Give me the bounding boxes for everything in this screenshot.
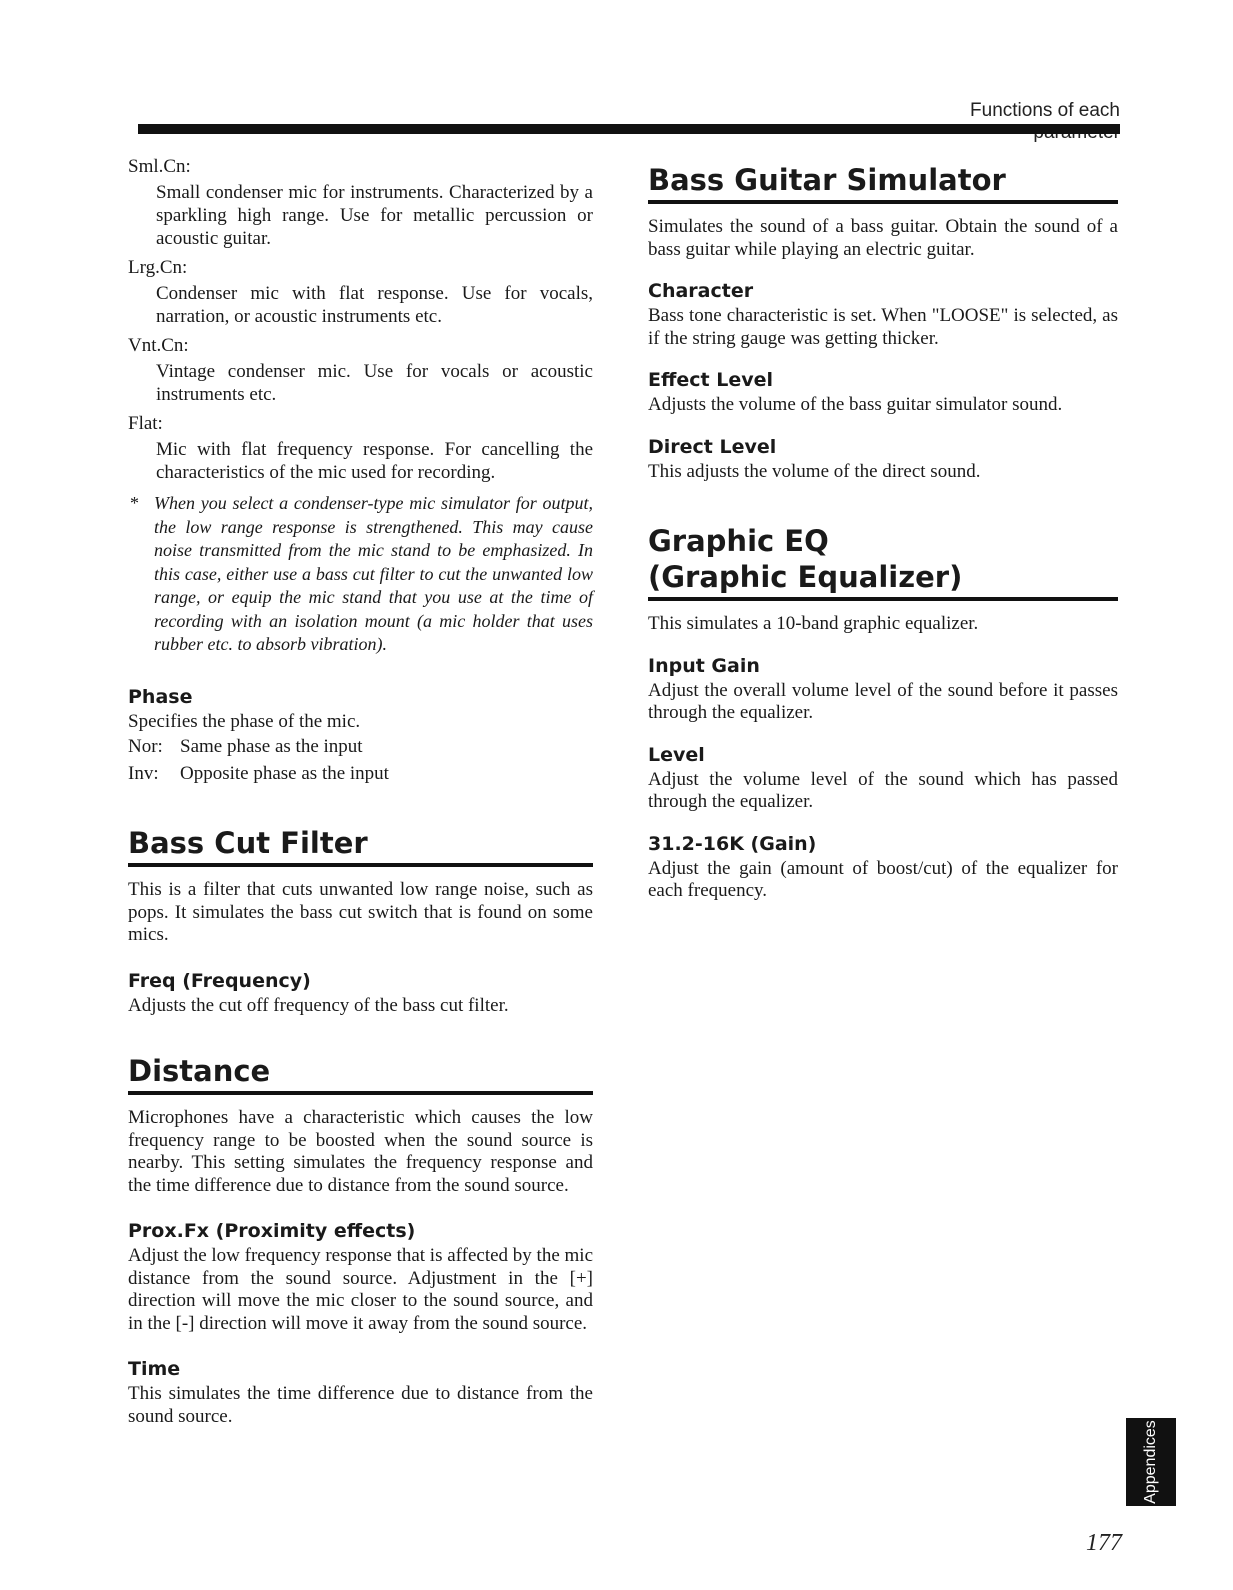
condenser-note: [128, 492, 593, 657]
option-value: Opposite phase as the input: [180, 763, 389, 784]
graphic-eq-heading: [648, 523, 1118, 595]
note-asterisk: *: [130, 493, 139, 513]
param-title: Input Gain: [648, 654, 760, 677]
right-column: [648, 162, 1118, 903]
param-desc: This adjusts the volume of the direct sound.: [648, 460, 981, 482]
bass-cut-desc: This is a filter that cuts unwanted low range noise, such as pops. It simulates the bass cut switch that is found on some mics.: [128, 879, 593, 945]
header-rule: [138, 124, 1120, 134]
phase-title: Phase: [128, 685, 193, 708]
bass-guitar-heading: Bass Guitar Simulator: [648, 163, 1006, 197]
heading-rule: [128, 1091, 593, 1095]
mic-term-desc: Small condenser mic for instruments. Characterized by a sparkling high range. Use for metallic percussion or acoustic guitar.: [156, 182, 593, 249]
graphic-eq-title-line1: Graphic EQ: [648, 524, 829, 558]
bass-cut-heading: Bass Cut Filter: [128, 826, 368, 860]
time-title: Time: [128, 1358, 181, 1380]
graphic-eq-title-line2: (Graphic Equalizer): [648, 560, 963, 594]
mic-type-list: [128, 155, 593, 484]
heading-rule: [648, 200, 1118, 204]
param-desc: Adjust the overall volume level of the sound before it passes through the equalizer.: [648, 679, 1118, 723]
param-desc: Adjusts the volume of the bass guitar simulator sound.: [648, 394, 1063, 415]
prox-desc: Adjust the low frequency response that is affected by the mic distance from the sound source. Adjustment in the [+] direction will move the mic closer to the sound source, and in the [-] direction will move it away from the sound source.: [128, 1245, 594, 1334]
distance-desc: Microphones have a characteristic which causes the low frequency range to be boosted when the sound source is nearby. This setting simulates the frequency response and the time difference due to distance from the sound source.: [128, 1107, 593, 1196]
mic-term-desc: Condenser mic with flat response. Use for vocals, narration, or acoustic instruments etc.: [156, 283, 593, 327]
param-desc: Adjust the volume level of the sound which has passed through the equalizer.: [648, 768, 1118, 812]
left-column: [128, 155, 593, 1428]
mic-term-desc: Vintage condenser mic. Use for vocals or acoustic instruments etc.: [156, 361, 593, 405]
graphic-eq-desc: This simulates a 10-band graphic equalizer.: [648, 613, 979, 634]
phase-option: [128, 760, 593, 787]
option-value: Same phase as the input: [180, 736, 363, 757]
phase-option: [128, 733, 593, 760]
mic-term: Sml.Cn:: [128, 156, 191, 177]
param-title: Effect Level: [648, 369, 773, 391]
option-key: Inv:: [128, 763, 159, 784]
phase-desc: Specifies the phase of the mic.: [128, 710, 361, 732]
header-title: Functions of each: [970, 100, 1120, 121]
param-title: Level: [648, 743, 705, 766]
note-text: When you select a condenser-type mic simulator for output, the low range response is strengthened. This may cause noise transmitted from the mic stand to be emphasized. In this case, either use a bass cut filter to cut the unwanted low range, or equip the mic stand that you use at the time of recording with an isolation mount (a mic holder that uses rubber etc. to absorb vibration).: [154, 493, 593, 654]
heading-rule: [648, 597, 1118, 601]
param-title: Character: [648, 280, 754, 302]
mic-term: Lrg.Cn:: [128, 257, 188, 278]
heading-rule: [128, 863, 593, 867]
time-desc: This simulates the time difference due to distance from the sound source.: [128, 1383, 593, 1427]
param-desc: Bass tone characteristic is set. When "LOOSE" is selected, as if the string gauge was getting thicker.: [648, 305, 1118, 349]
prox-title: Prox.Fx (Proximity effects): [128, 1220, 416, 1242]
option-key: Nor:: [128, 736, 163, 757]
mic-term: Vnt.Cn:: [128, 335, 189, 356]
appendices-tab-label: Appendices: [1142, 1420, 1159, 1504]
freq-title: Freq (Frequency): [128, 969, 311, 992]
param-desc: Adjust the gain (amount of boost/cut) of the equalizer for each frequency.: [648, 857, 1118, 901]
page-number: 177: [1086, 1530, 1122, 1556]
freq-desc: Adjusts the cut off frequency of the bass cut filter.: [128, 994, 509, 1016]
mic-term: Flat:: [128, 413, 163, 434]
appendices-tab: [1126, 1418, 1176, 1506]
mic-term-desc: Mic with flat frequency response. For cancelling the characteristics of the mic used for recording.: [156, 439, 593, 483]
bass-guitar-desc: Simulates the sound of a bass guitar. Obtain the sound of a bass guitar while playing an electric guitar.: [648, 216, 1118, 260]
param-title: Direct Level: [648, 435, 777, 458]
param-title: 31.2-16K (Gain): [648, 832, 817, 855]
distance-heading: Distance: [128, 1054, 271, 1088]
